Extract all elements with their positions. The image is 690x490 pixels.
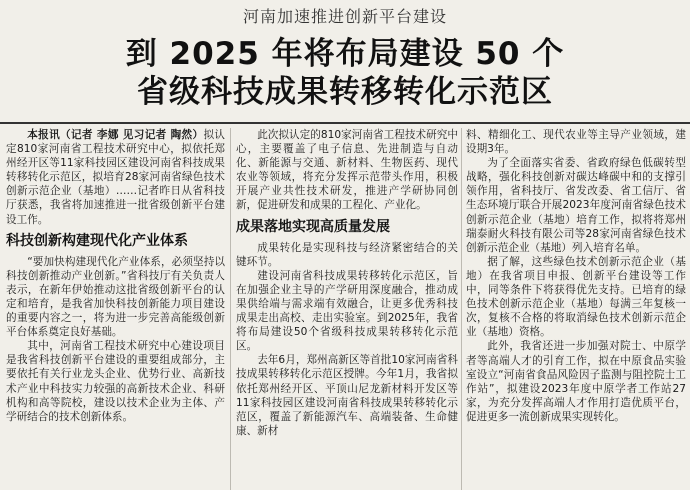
body-paragraph: 去年6月，郑州高新区等首批10家河南省科技成果转移转化示范区授牌。今年1月，我省拟依托郑州经开区、平顶山尼龙新材料开发区等11家科技园区建设河南省科技成果转移转化示范区，覆盖了新能源汽车、高端装备、生命健康、新材 bbox=[236, 354, 458, 437]
body-paragraph: 此外，我省还进一步加强对院士、中原学者等高端人才的引育工作，拟在中原食品实验室设立“河南省食品风险因子监测与阻控院士工作站”，拟建设2023年度中原学者工作站27家，为充分发挥高端人才作用打造优质平台，促进更多一流创新成果实现转化。 bbox=[466, 340, 686, 423]
body-paragraph: 建设河南省科技成果转移转化示范区，旨在加强企业主导的产学研用深度融合，推动成果供给端与需求端有效融合，让更多优秀科技成果走出高校、走出实验室。到2025年，我省将布局建设50个省级科技成果转移转化示范区。 bbox=[236, 269, 458, 353]
body-paragraph: 据了解，这些绿色技术创新示范企业（基地）在我省项目申报、创新平台建设等工作中，同等条件下将获得优先支持。已培育的绿色技术创新示范企业（基地）每满三年复核一次，复核不合格的将取消绿色技术创新示范企业（基地）资格。 bbox=[466, 255, 686, 339]
column-separator bbox=[230, 128, 231, 490]
lead-text: 拟认定810家河南省工程技术研究中心，拟依托郑州经开区等11家科技园区建设河南省科技成果转移转化示范区，拟培育28家河南省绿色技术创新示范企业（基地）……记者昨日从省科技厅获悉，我省将加速推进一批省级创新平台建设工作。 bbox=[6, 129, 225, 226]
body-paragraph: “要加快构建现代化产业体系，必须坚持以科技创新推动产业创新。”省科技厅有关负责人表示，在新年伊始推动这批省级创新平台的认定和培育，是我省加快科技创新能力项目建设的重要内容之一，将为进一步完善高能级创新平台体系奠定良好基础。 bbox=[6, 255, 225, 339]
subhead-industry-system: 科技创新构建现代化产业体系 bbox=[6, 232, 188, 249]
headline-line-2: 省级科技成果转移转化示范区 bbox=[137, 74, 553, 110]
article-column-1 bbox=[6, 128, 225, 490]
body-paragraph-continued: 料、精细化工、现代农业等主导产业领域，建设期3年。 bbox=[466, 129, 686, 156]
article-kicker: 河南加速推进创新平台建设 bbox=[242, 7, 447, 26]
body-paragraph: 其中，河南省工程技术研究中心建设项目是我省科技创新平台建设的重要组成部分，主要依托有关行业龙头企业、优势行业、高新技术产业中科技实力较强的高新技术企业、科研机构和高等院校，建设以技术企业为主体、产学研结合的技术创新体系。 bbox=[6, 340, 225, 423]
lead-paragraph bbox=[6, 128, 225, 227]
article-column-2 bbox=[236, 128, 458, 490]
article-column-3 bbox=[466, 128, 686, 490]
body-paragraph: 为了全面落实省委、省政府绿色低碳转型战略，强化科技创新对碳达峰碳中和的支撑引领作用，省科技厅、省发改委、省工信厅、省生态环境厅联合开展2023年度河南省绿色技术创新示范企业（基地）培育工作，拟将将郑州瑞泰耐火科技有限公司等28家河南省绿色技术创新示范企业（基地）列入培育名单。 bbox=[466, 157, 686, 254]
column-separator bbox=[461, 128, 462, 490]
headline-rule bbox=[0, 122, 690, 124]
subhead-results-landing: 成果落地实现高质量发展 bbox=[236, 218, 390, 235]
byline: 本报讯（记者 李娜 见习记者 陶然） bbox=[27, 129, 204, 141]
headline-line-1: 到 2025 年将布局建设 50 个 bbox=[125, 36, 565, 72]
body-paragraph: 成果转化是实现科技与经济紧密结合的关键环节。 bbox=[236, 241, 458, 268]
body-paragraph: 此次拟认定的810家河南省工程技术研究中心，主要覆盖了电子信息、先进制造与自动化、新能源与交通、新材料、生物医药、现代农业等领域，将充分发挥示范带头作用，积极开展产业共性技术研发，推进产学研协同创新，促进研发和成果的工程化、产业化。 bbox=[236, 129, 458, 212]
